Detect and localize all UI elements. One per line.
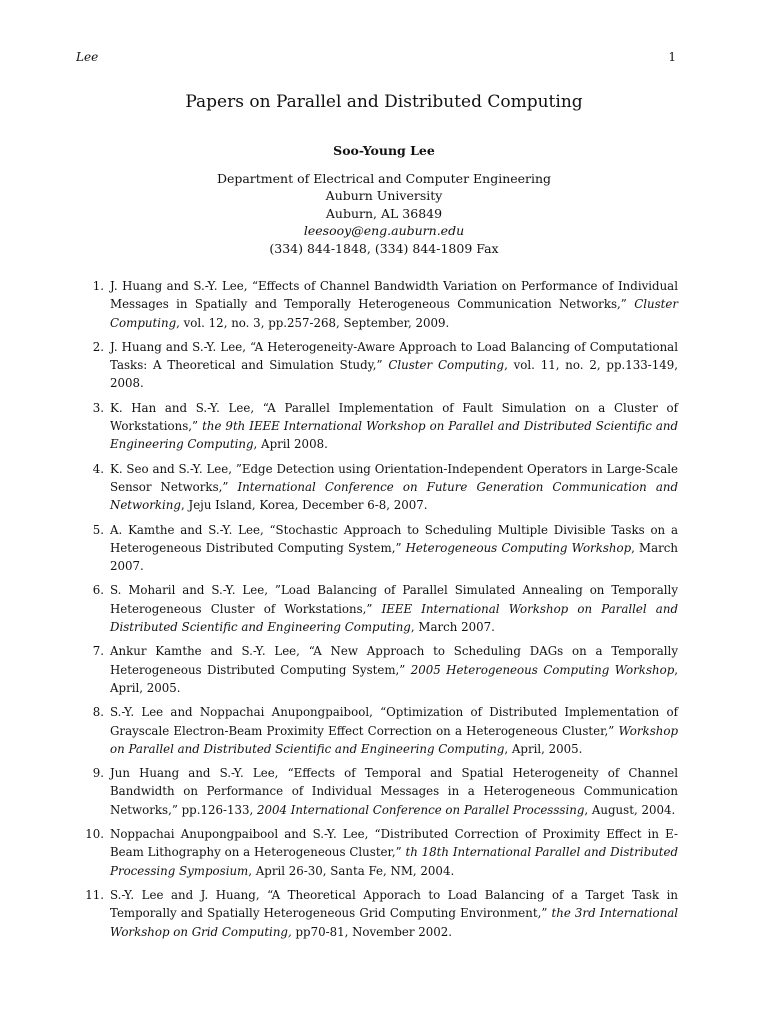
publication-venue: 2004 International Conference on Parallel Processsing [257, 802, 585, 817]
publication-authors-title: K. Han and S.-Y. Lee, “A Parallel Implementation of Fault Simulation on a Cluster of Workstations,” [110, 400, 678, 434]
publication-venue: International Conference on Future Generation Communication and Networking [110, 479, 679, 513]
publication-authors-title: J. Huang and S.-Y. Lee, “A Heterogeneity-Aware Approach to Load Balancing of Computational Tasks: A Theoretical and Simulation Study,” [110, 339, 678, 373]
publication-authors-title: Jun Huang and S.-Y. Lee, “Effects of Temporal and Spatial Heterogeneity of Channel Bandwidth on Performance of Individual Messages in a Heterogeneous Communication Networks,” pp.126-133, [110, 766, 678, 817]
document-title: Papers on Parallel and Distributed Computing [185, 92, 583, 112]
publication-number: 4. [92, 461, 104, 476]
publication-details: , Jeju Island, Korea, December 6-8, 2007. [180, 498, 428, 513]
publication-number: 7. [92, 644, 104, 659]
author-block [0, 142, 768, 257]
affiliation-university: Auburn University [325, 188, 443, 203]
publication-venue: 2005 Heterogeneous Computing Workshop [410, 662, 675, 677]
publication-authors-title: S.-Y. Lee and Noppachai Anupongpaibool, “Optimization of Distributed Implementation of Grayscale Electron-Beam Proximity Effect Correction on a Heterogeneous Cluster,” [110, 705, 678, 738]
publication-number: 2. [92, 339, 104, 354]
publication-item [76, 886, 678, 941]
author-phone: (334) 844-1848, (334) 844-1809 Fax [269, 240, 499, 256]
publication-details: , March 2007. [110, 540, 678, 574]
publication-authors-title: J. Huang and S.-Y. Lee, “Effects of Channel Bandwidth Variation on Performance of Individual Messages in Spatially and Temporally Heterogeneous Communication Networks,” [110, 279, 678, 312]
publication-venue: Heterogeneous Computing Workshop [405, 540, 632, 555]
publication-details: , April, 2005. [504, 741, 583, 756]
publication-details: , vol. 12, no. 3, pp.257-268, September, 2009. [176, 315, 450, 330]
publication-number: 1. [92, 279, 104, 293]
author-name: Soo-Young Lee [333, 143, 435, 158]
publication-details: , April 2008. [253, 437, 328, 452]
publication-item [76, 642, 678, 697]
publication-venue: the 9th IEEE International Workshop on Parallel and Distributed Scientific and Engineering Computing [110, 419, 678, 452]
publication-details: , August, 2004. [584, 802, 676, 817]
publication-item [76, 338, 678, 393]
publication-list [76, 277, 678, 947]
publication-item [76, 460, 678, 515]
publication-number: 11. [85, 887, 104, 902]
publication-number: 5. [92, 522, 104, 537]
publication-venue: the 3rd International Workshop on Grid Computing, [110, 906, 679, 939]
publication-item [76, 764, 678, 819]
publication-authors-title: K. Seo and S.-Y. Lee, ”Edge Detection using Orientation-Independent Operators in Large-Scale Sensor Networks,” [110, 461, 678, 494]
publication-venue: Workshop on Parallel and Distributed Scientific and Engineering Computing [110, 723, 679, 756]
publication-authors-title: S.-Y. Lee and J. Huang, “A Theoretical Apporach to Load Balancing of a Target Task in Temporally and Spatially Heterogeneous Grid Computing Environment,” [110, 887, 678, 921]
publication-number: 3. [92, 400, 104, 415]
publication-number: 8. [92, 705, 104, 720]
publication-authors-title: S. Moharil and S.-Y. Lee, ”Load Balancing of Parallel Simulated Annealing on Temporally Heterogeneous Cluster of Workstations,” [110, 583, 678, 616]
publication-authors-title: Ankur Kamthe and S.-Y. Lee, “A New Approach to Scheduling DAGs on a Temporally Heterogeneous Distributed Computing System,” [110, 644, 678, 677]
running-author: Lee [76, 50, 99, 64]
author-email: leesooy@eng.auburn.edu [303, 223, 465, 238]
publication-venue: IEEE International Workshop on Parallel and Distributed Scientific and Engineering Computing [110, 601, 678, 635]
publication-venue: th 18th International Parallel and Distributed Processing Symposium [110, 845, 678, 878]
running-header [76, 50, 676, 64]
affiliation-address: Auburn, AL 36849 [325, 205, 443, 221]
publication-item [76, 277, 678, 332]
publication-authors-title: A. Kamthe and S.-Y. Lee, “Stochastic Approach to Scheduling Multiple Divisible Tasks on a Heterogeneous Distributed Computing System,” [110, 522, 678, 555]
publication-item [76, 399, 678, 454]
publication-venue: Cluster Computing [388, 358, 505, 373]
publication-details: , vol. 11, no. 2, pp.133-149, 2008. [110, 358, 679, 391]
publication-number: 10. [85, 827, 104, 842]
publication-details: , April, 2005. [110, 662, 679, 695]
publication-item [76, 825, 678, 880]
publication-item [76, 581, 678, 636]
publication-details: , March 2007. [410, 620, 495, 635]
affiliation-department: Department of Electrical and Computer Engineering [216, 170, 552, 186]
publication-item [76, 521, 678, 576]
publication-details: , April 26-30, Santa Fe, NM, 2004. [248, 863, 455, 878]
publication-details: pp70-81, November 2002. [291, 924, 453, 939]
publication-authors-title: Noppachai Anupongpaibool and S.-Y. Lee, “Distributed Correction of Proximity Effect in E-Beam Lithography on a Heterogeneous Cluster,” [110, 827, 678, 860]
publication-venue: Cluster Computing [110, 297, 678, 330]
publication-number: 9. [92, 766, 104, 781]
publication-number: 6. [92, 583, 104, 598]
publication-item [76, 703, 678, 758]
page-number: 1 [668, 50, 676, 64]
